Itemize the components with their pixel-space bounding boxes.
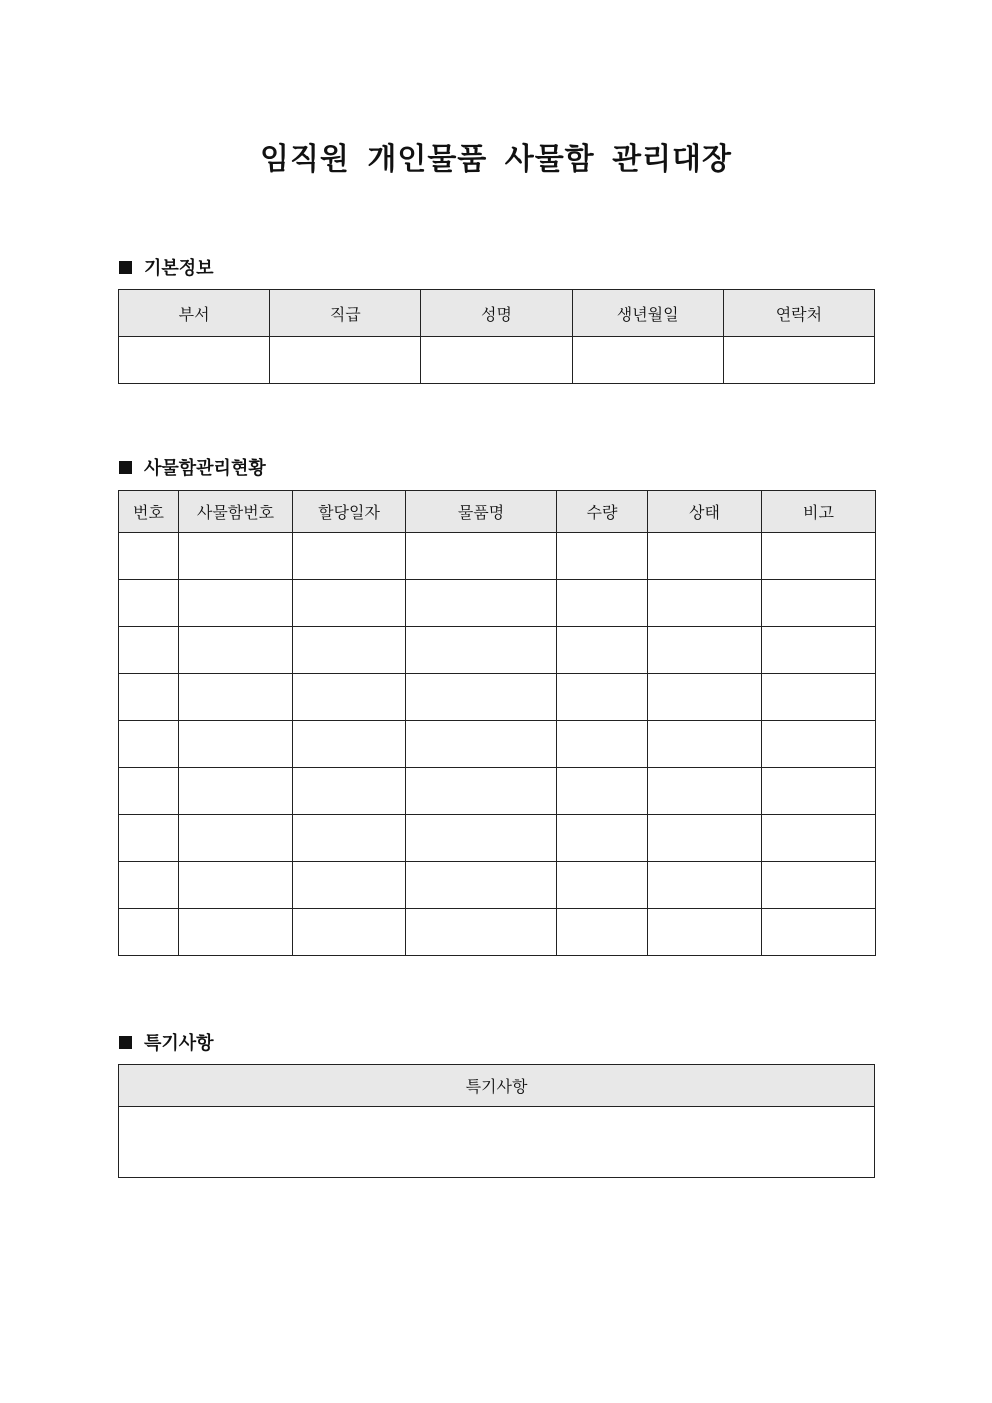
table-cell[interactable] bbox=[270, 337, 421, 384]
table-cell[interactable] bbox=[119, 674, 179, 721]
table-cell[interactable] bbox=[557, 721, 648, 768]
square-bullet-icon bbox=[119, 461, 132, 474]
table-cell[interactable] bbox=[406, 674, 557, 721]
table-cell[interactable] bbox=[406, 815, 557, 862]
notes-content-cell[interactable] bbox=[119, 1107, 875, 1178]
document-title: 임직원 개인물품 사물함 관리대장 bbox=[259, 142, 733, 177]
table-cell[interactable] bbox=[762, 721, 876, 768]
table-cell[interactable] bbox=[119, 815, 179, 862]
column-header: 물품명 bbox=[406, 491, 557, 533]
table-cell[interactable] bbox=[119, 862, 179, 909]
table-cell[interactable] bbox=[648, 533, 762, 580]
column-header: 생년월일 bbox=[572, 290, 723, 337]
table-cell[interactable] bbox=[406, 909, 557, 956]
table-cell[interactable] bbox=[648, 815, 762, 862]
table-cell[interactable] bbox=[179, 862, 293, 909]
column-header: 할당일자 bbox=[293, 491, 406, 533]
table-cell[interactable] bbox=[179, 768, 293, 815]
table-cell[interactable] bbox=[762, 815, 876, 862]
table-cell[interactable] bbox=[648, 580, 762, 627]
table-cell[interactable] bbox=[119, 909, 179, 956]
table-cell[interactable] bbox=[293, 580, 406, 627]
table-cell[interactable] bbox=[293, 862, 406, 909]
table-cell[interactable] bbox=[406, 627, 557, 674]
table-header-row bbox=[119, 1065, 875, 1107]
column-header: 번호 bbox=[119, 491, 179, 533]
table-cell[interactable] bbox=[762, 674, 876, 721]
table-cell[interactable] bbox=[762, 862, 876, 909]
table-cell[interactable] bbox=[119, 580, 179, 627]
column-header: 상태 bbox=[648, 491, 762, 533]
column-header: 사물함번호 bbox=[179, 491, 293, 533]
table-cell[interactable] bbox=[119, 721, 179, 768]
table-cell[interactable] bbox=[648, 768, 762, 815]
square-bullet-icon bbox=[119, 261, 132, 274]
table-row bbox=[119, 721, 876, 768]
table-cell[interactable] bbox=[406, 862, 557, 909]
table-cell[interactable] bbox=[572, 337, 723, 384]
table-cell[interactable] bbox=[406, 768, 557, 815]
table-cell[interactable] bbox=[119, 533, 179, 580]
table-cell[interactable] bbox=[406, 721, 557, 768]
table-row bbox=[119, 337, 875, 384]
table-cell[interactable] bbox=[557, 909, 648, 956]
table-header-row bbox=[119, 290, 875, 337]
table-cell[interactable] bbox=[762, 627, 876, 674]
square-bullet-icon bbox=[119, 1036, 132, 1049]
table-cell[interactable] bbox=[293, 815, 406, 862]
table-cell[interactable] bbox=[723, 337, 874, 384]
table-cell[interactable] bbox=[557, 533, 648, 580]
column-header: 연락처 bbox=[723, 290, 874, 337]
table-row bbox=[119, 674, 876, 721]
table-cell[interactable] bbox=[648, 674, 762, 721]
table-cell[interactable] bbox=[648, 721, 762, 768]
table-cell[interactable] bbox=[293, 909, 406, 956]
table-cell[interactable] bbox=[406, 533, 557, 580]
section-heading-label: 기본정보 bbox=[144, 258, 214, 279]
table-cell[interactable] bbox=[557, 580, 648, 627]
table-row bbox=[119, 815, 876, 862]
column-header: 직급 bbox=[270, 290, 421, 337]
table-row bbox=[119, 533, 876, 580]
table-cell[interactable] bbox=[179, 533, 293, 580]
column-header: 수량 bbox=[557, 491, 648, 533]
section-heading-label: 특기사항 bbox=[144, 1033, 214, 1054]
table-cell[interactable] bbox=[421, 337, 572, 384]
table-row bbox=[119, 909, 876, 956]
table-header-row bbox=[119, 491, 876, 533]
table-cell[interactable] bbox=[119, 627, 179, 674]
section-heading-basic-info bbox=[119, 254, 214, 280]
table-cell[interactable] bbox=[293, 674, 406, 721]
table-cell[interactable] bbox=[406, 580, 557, 627]
table-cell[interactable] bbox=[179, 580, 293, 627]
table-cell[interactable] bbox=[179, 721, 293, 768]
column-header: 부서 bbox=[119, 290, 270, 337]
table-row bbox=[119, 768, 876, 815]
table-cell[interactable] bbox=[762, 909, 876, 956]
table-cell[interactable] bbox=[119, 337, 270, 384]
table-cell[interactable] bbox=[648, 862, 762, 909]
column-header: 비고 bbox=[762, 491, 876, 533]
table-row bbox=[119, 627, 876, 674]
table-cell[interactable] bbox=[293, 721, 406, 768]
section-heading-locker-status bbox=[119, 454, 266, 480]
table-row bbox=[119, 1107, 875, 1178]
table-cell[interactable] bbox=[762, 768, 876, 815]
table-cell[interactable] bbox=[179, 909, 293, 956]
table-cell[interactable] bbox=[648, 909, 762, 956]
column-header: 특기사항 bbox=[119, 1065, 875, 1107]
table-cell[interactable] bbox=[762, 533, 876, 580]
table-cell[interactable] bbox=[179, 674, 293, 721]
table-cell[interactable] bbox=[648, 627, 762, 674]
table-cell[interactable] bbox=[557, 768, 648, 815]
table-cell[interactable] bbox=[293, 627, 406, 674]
table-cell[interactable] bbox=[557, 862, 648, 909]
section-heading-label: 사물함관리현황 bbox=[144, 458, 266, 479]
table-row bbox=[119, 580, 876, 627]
table-cell[interactable] bbox=[119, 768, 179, 815]
table-cell[interactable] bbox=[557, 627, 648, 674]
table-cell[interactable] bbox=[179, 815, 293, 862]
table-cell[interactable] bbox=[293, 533, 406, 580]
basic-info-table bbox=[118, 289, 875, 384]
table-cell[interactable] bbox=[179, 627, 293, 674]
table-cell[interactable] bbox=[762, 580, 876, 627]
locker-status-table bbox=[118, 490, 876, 956]
table-cell[interactable] bbox=[557, 674, 648, 721]
table-cell[interactable] bbox=[293, 768, 406, 815]
table-cell[interactable] bbox=[557, 815, 648, 862]
section-heading-notes bbox=[119, 1029, 214, 1055]
notes-table bbox=[118, 1064, 875, 1178]
column-header: 성명 bbox=[421, 290, 572, 337]
table-row bbox=[119, 862, 876, 909]
